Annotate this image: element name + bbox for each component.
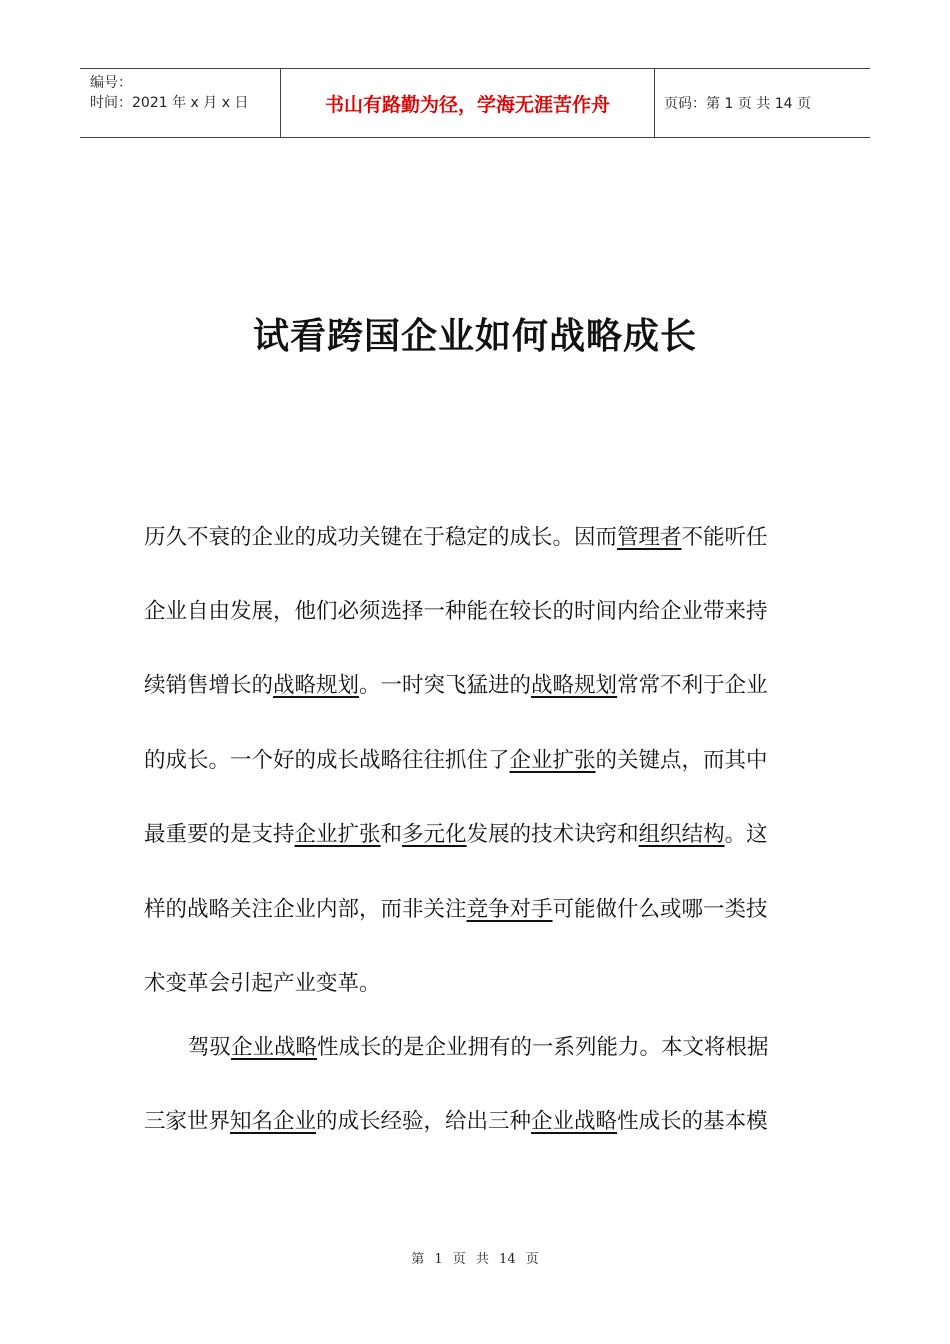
keyword-link[interactable]: 组织结构	[638, 822, 725, 847]
keyword-link[interactable]: 管理者	[617, 525, 682, 550]
paragraph-line	[144, 520, 768, 551]
text-run: 的成长经验，给出三种	[316, 1109, 532, 1134]
document-number-label: 编号：	[90, 75, 132, 91]
paragraph-line	[144, 892, 768, 923]
document-time-label: 时间：2021 年 x 月 x 日	[90, 95, 249, 111]
header-page-info: 页码：第 1 页 共 14 页	[664, 96, 811, 112]
text-run: 最重要的是支持	[144, 822, 295, 847]
text-run: 。这	[724, 822, 768, 847]
text-run: 三家世界	[144, 1109, 231, 1134]
text-run: 历久不衰的企业的成功关键在于稳定的成长。因而	[144, 525, 618, 550]
paragraph-line	[188, 1030, 769, 1061]
paragraph-line	[144, 668, 768, 699]
text-run: 样的战略关注企业内部，而非关注	[144, 897, 467, 922]
keyword-link[interactable]: 企业战略	[531, 1109, 618, 1134]
text-run: 驾驭	[188, 1035, 232, 1060]
keyword-link[interactable]: 知名企业	[230, 1109, 317, 1134]
text-run: 的关键点，而其中	[595, 748, 768, 773]
keyword-link[interactable]: 战略规划	[531, 673, 618, 698]
header-meta-cell	[80, 69, 280, 137]
paragraph-line: 术变革会引起产业变革。	[144, 971, 381, 996]
text-run: 不能听任	[681, 525, 768, 550]
paragraph-line: 企业自由发展，他们必须选择一种能在较长的时间内给企业带来持	[144, 599, 768, 624]
text-run: 和	[380, 822, 403, 847]
text-run: 。一时突飞猛进的	[359, 673, 532, 698]
header-table	[80, 68, 870, 138]
keyword-link[interactable]: 企业扩张	[509, 748, 596, 773]
keyword-link[interactable]: 战略规划	[273, 673, 360, 698]
keyword-link[interactable]: 企业扩张	[294, 822, 381, 847]
text-run: 续销售增长的	[144, 673, 274, 698]
text-run: 性成长的基本模	[617, 1109, 768, 1134]
page-footer: 第 1 页 共 14 页	[411, 1252, 539, 1267]
paragraph-line	[144, 1104, 768, 1135]
text-run: 常常不利于企业	[617, 673, 768, 698]
paragraph-line	[144, 743, 768, 774]
text-run: 可能做什么或哪一类技	[552, 897, 768, 922]
text-run: 性成长的是企业拥有的一系列能力。本文将根据	[317, 1035, 769, 1060]
keyword-link[interactable]: 企业战略	[231, 1035, 318, 1060]
keyword-link[interactable]: 竞争对手	[466, 897, 553, 922]
header-motto: 书山有路勤为径，学海无涯苦作舟	[324, 93, 610, 116]
text-run: 发展的技术诀窍和	[466, 822, 639, 847]
header-divider	[654, 69, 655, 137]
paragraph-line	[144, 817, 768, 848]
document-title: 试看跨国企业如何战略成长	[252, 315, 697, 357]
text-run: 的成长。一个好的成长战略往往抓住了	[144, 748, 510, 773]
keyword-link[interactable]: 多元化	[402, 822, 467, 847]
